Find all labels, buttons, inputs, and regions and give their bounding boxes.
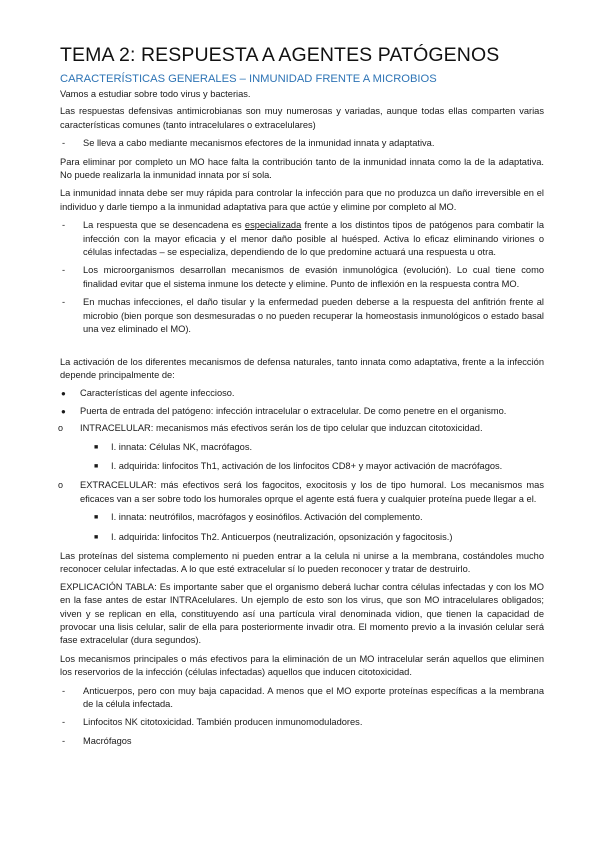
list-item — [80, 460, 544, 473]
list-item-text: Características del agente infeccioso. — [80, 388, 235, 399]
list-item — [60, 735, 544, 748]
list-item — [60, 422, 544, 473]
square-marker: ■ — [94, 462, 99, 470]
dash-marker: - — [62, 220, 66, 231]
list-item — [60, 685, 544, 712]
section-heading: CARACTERÍSTICAS GENERALES – INMUNIDAD FRENTE A MICROBIOS — [60, 73, 437, 85]
list-item-text: INTRACELULAR: mecanismos más efectivos serán los de tipo celular que induzcan citotoxicidad. — [80, 423, 483, 434]
list-item-text: I. innata: Células NK, macrófagos. — [111, 441, 253, 452]
square-list-intracellular — [80, 441, 544, 474]
bullet-list-factors — [60, 387, 544, 418]
list-item — [60, 296, 544, 336]
list-item-text: EXTRACELULAR: más efectivos será los fagocitos, exocitosis y los de tipo humoral. Los mecanismos mas eficaces van a ser sobre todo los humorales oprque el agente está fuera y cualquier proteína puede llegar a el. — [80, 480, 544, 504]
paragraph-table-explanation: EXPLICACIÓN TABLA: Es importante saber que el organismo deberá luchar contra células infectadas y con los MO en la fase antes de estar INTRAcelulares. Un ejemplo de esto son los virus, que son MO intracelulares obligados; viven y se replican en ella, constituyendo así una partícula viral denominada vidion, que tienen la capacidad de provocar una lisis celular, salir de ella para posteriormente invadir otra. El momento previo a la invasión celular será fase extracelular (dura segundos). — [60, 581, 544, 646]
list-item-text: Linfocitos NK citotoxicidad. También producen inmunomoduladores. — [83, 717, 363, 728]
list-item-text: Macrófagos — [83, 735, 132, 746]
square-marker: ■ — [94, 533, 99, 541]
list-item — [60, 264, 544, 291]
list-item — [60, 716, 544, 729]
list-item-text: Los microorganismos desarrollan mecanismos de evasión inmunológica (evolución). Lo cual tiene como finalidad evitar que el sistema inmune los detecte y elimine. Punto de inflexión en la respuesta contra MO. — [83, 265, 544, 289]
paragraph-responses: Las respuestas defensivas antimicrobianas son muy numerosas y variadas, aunque todas ellas comparten varias características comunes (tanto intracelulares o extracelulares) — [60, 106, 544, 130]
dash-marker: - — [62, 265, 66, 276]
list-item — [80, 531, 544, 544]
list-item — [80, 511, 544, 524]
dash-marker: - — [62, 297, 66, 308]
list-item-text: frente a los distintos tipos de patógenos para combatir la infección con la mayor eficacia y el menor daño posible al huésped. Activa lo eficaz eliminando viriones o células infectadas – se especializa, dependiendo de lo que predomine actuará una respuesta u otra. — [83, 220, 544, 258]
list-item — [60, 479, 544, 544]
list-item-text: La respuesta que se desencadena es — [83, 220, 245, 231]
bullet-marker: ● — [61, 406, 66, 416]
list-item-text: Se lleva a cabo mediante mecanismos efectores de la inmunidad innata y adaptativa. — [83, 138, 435, 149]
dash-marker: - — [62, 138, 66, 149]
dash-list-characteristics — [60, 219, 544, 336]
list-item-text: I. adquirida: linfocitos Th2. Anticuerpos (neutralización, opsonización y fagocitosis.) — [111, 531, 453, 542]
square-marker: ■ — [94, 443, 99, 451]
list-item-text: Anticuerpos, pero con muy baja capacidad. A menos que el MO exporte proteínas específicas a la membrana de la célula infectada. — [83, 685, 544, 710]
dash-list-mechanisms — [60, 685, 544, 749]
paragraph-eliminate: Para eliminar por completo un MO hace falta la contribución tanto de la inmunidad innata como la de la adaptativa. No puede realizarla la inmunidad innata por sí sola. — [60, 156, 544, 181]
dash-list-effectors — [60, 137, 544, 150]
bullet-marker: ● — [61, 389, 66, 399]
circle-marker: o — [58, 480, 64, 491]
circle-marker: o — [58, 423, 64, 434]
page-title: TEMA 2: RESPUESTA A AGENTES PATÓGENOS — [60, 44, 500, 66]
list-item-text: En muchas infecciones, el daño tisular y la enfermedad pueden deberse a la respuesta del anfitrión frente al microbio (bien porque son desmesuradas o no pueden recuperar la homeostasis inmunológicos o estado basal una vez eliminado el MO). — [83, 297, 544, 335]
list-item — [60, 137, 544, 150]
list-item-text: Puerta de entrada del patógeno: infección intracelular o extracelular. De como penetre en el organismo. — [80, 405, 507, 416]
paragraph-intracellular-mechanisms: Los mecanismos principales o más efectivos para la eliminación de un MO intracelular serán aquellos que eliminen los reservorios de la infección (células infectadas) aquellos que inducen citotoxicidad. — [60, 653, 544, 678]
paragraph-innate: La inmunidad innata debe ser muy rápida para controlar la infección para que no produzca un daño irreversible en el individuo y darle tiempo a la inmunidad adaptativa para que actúe y elimine por completo al MO. — [60, 188, 544, 212]
list-item-text: I. innata: neutrófilos, macrófagos y eosinófilos. Activación del complemento. — [111, 512, 423, 523]
list-item — [60, 387, 544, 400]
list-item-text: I. adquirida: linfocitos Th1, activación de los linfocitos CD8+ y mayor activación de macrófagos. — [111, 460, 503, 471]
list-item — [60, 219, 544, 259]
list-item — [80, 441, 544, 454]
circle-list-entry — [60, 422, 544, 544]
paragraph-activation: La activación de los diferentes mecanismos de defensa naturales, tanto innata como adaptativa, frente a la infección depende principalmente de: — [60, 356, 544, 380]
paragraph-intro: Vamos a estudiar sobre todo virus y bacterias. — [60, 89, 251, 99]
dash-marker: - — [62, 685, 66, 696]
dash-marker: - — [62, 717, 66, 728]
underlined-term: especializada — [244, 220, 302, 231]
list-item — [60, 405, 544, 418]
dash-marker: - — [62, 735, 66, 746]
square-list-extracellular — [80, 511, 544, 544]
square-marker: ■ — [94, 514, 99, 522]
paragraph-complement: Las proteínas del sistema complemento ni pueden entrar a la celula ni unirse a la membrana, costándoles mucho reconocer celular infectadas. A lo que esté extracelular sí lo pueden reconocer y tratar de destruirlo. — [60, 550, 544, 575]
